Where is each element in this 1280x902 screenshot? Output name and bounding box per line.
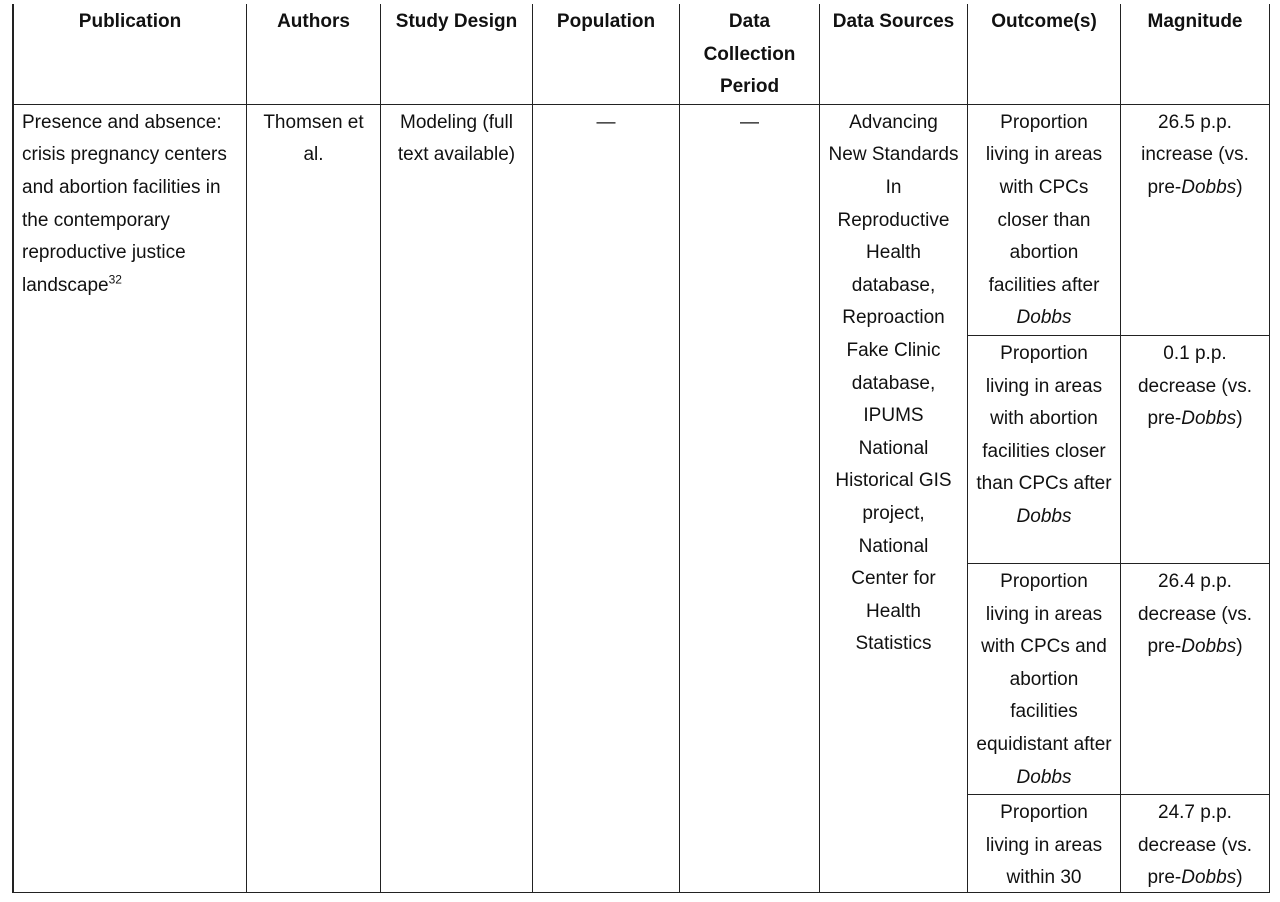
outcome-emphasis: Dobbs — [1016, 505, 1072, 527]
magnitude-emphasis: Dobbs — [1181, 408, 1237, 430]
header-study-design: Study Design — [381, 4, 533, 104]
authors-cell: Thomsen et al. — [247, 104, 381, 893]
outcome-emphasis: Dobbs — [1016, 766, 1072, 788]
magnitude-text: 26.5 p.p. increase (vs. pre- — [1141, 111, 1249, 198]
outcome-text: Proportion living in areas with CPCs closer than abortion facilities after — [985, 111, 1103, 296]
magnitude-cell — [1121, 795, 1270, 893]
outcome-text: Proportion living in areas within 30 — [985, 802, 1103, 889]
publication-title: Presence and absence: crisis pregnancy centers and abortion facilities in the contemporary reproductive justice landscape — [22, 111, 227, 296]
magnitude-text: 26.4 p.p. decrease (vs. pre- — [1137, 570, 1253, 658]
magnitude-text: 24.7 p.p. decrease (vs. pre- — [1137, 802, 1253, 889]
magnitude-text: 0.1 p.p. decrease (vs. pre- — [1137, 342, 1253, 430]
header-population: Population — [533, 4, 680, 104]
population-cell: — — [533, 104, 680, 893]
header-publication: Publication — [14, 4, 247, 104]
outcome-text: Proportion living in areas with CPCs and abortion facilities equidistant after — [976, 570, 1112, 755]
outcome-text: Proportion living in areas with abortion facilities closer than CPCs after — [976, 342, 1112, 495]
header-authors: Authors — [247, 4, 381, 104]
magnitude-suffix: ) — [1236, 636, 1243, 658]
study-design-cell: Modeling (full text available) — [381, 104, 533, 893]
magnitude-suffix: ) — [1236, 867, 1243, 889]
magnitude-emphasis: Dobbs — [1181, 176, 1237, 198]
header-magnitude: Magnitude — [1121, 4, 1270, 104]
evidence-table — [13, 4, 1270, 893]
magnitude-suffix: ) — [1236, 176, 1243, 198]
header-data-collection-period: Data Collection Period — [680, 4, 820, 104]
publication-reference: 32 — [108, 272, 122, 287]
magnitude-cell — [1121, 104, 1270, 335]
outcome-cell — [968, 104, 1121, 335]
header-row — [14, 4, 1270, 104]
magnitude-cell — [1121, 563, 1270, 794]
header-outcomes: Outcome(s) — [968, 4, 1121, 104]
publication-cell — [14, 104, 247, 893]
data-sources-cell: Advancing New Standards In Reproductive Health database, Reproaction Fake Clinic database, IPUMS National Historical GIS project, National Center for Health Statistics — [820, 104, 968, 893]
magnitude-cell — [1121, 335, 1270, 563]
outcome-cell — [968, 563, 1121, 794]
outcome-cell — [968, 795, 1121, 893]
table-row — [14, 104, 1270, 335]
magnitude-emphasis: Dobbs — [1181, 867, 1237, 889]
data-collection-period-cell: — — [680, 104, 820, 893]
magnitude-suffix: ) — [1236, 408, 1243, 430]
magnitude-emphasis: Dobbs — [1181, 636, 1237, 658]
outcome-emphasis: Dobbs — [1016, 307, 1072, 329]
outcome-cell — [968, 335, 1121, 563]
evidence-table-container — [12, 4, 1270, 893]
header-data-sources: Data Sources — [820, 4, 968, 104]
